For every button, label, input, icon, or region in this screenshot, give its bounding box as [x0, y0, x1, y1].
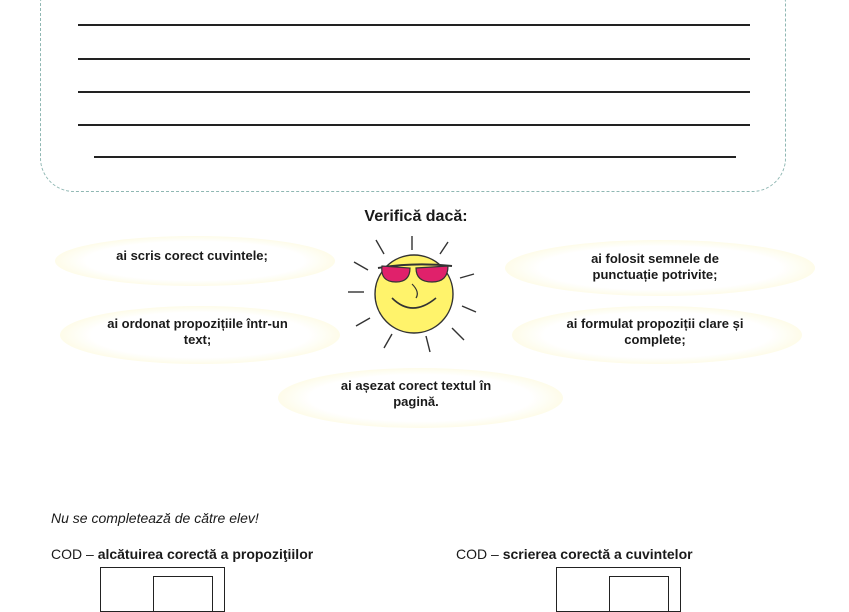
- writing-area: [40, 0, 786, 192]
- writing-line: [78, 24, 750, 26]
- writing-line: [78, 91, 750, 93]
- teacher-note: Nu se completează de către elev!: [51, 510, 259, 526]
- check-item-words: ai scris corect cuvintele;: [116, 248, 268, 263]
- cod-words-text: scrierea corectă a cuvintelor: [502, 546, 693, 562]
- grade-box-sentences-inner: [153, 576, 213, 612]
- writing-line: [78, 58, 750, 60]
- check-item-punctuation: ai folosit semnele de punctuație potrivite;: [591, 251, 719, 282]
- cod-sentences-text: alcătuirea corectă a propoziţiilor: [97, 546, 314, 562]
- grade-box-words-inner: [609, 576, 669, 612]
- writing-line: [78, 124, 750, 126]
- check-item-order: ai ordonat propozițiile într-un text;: [107, 316, 288, 347]
- cod-prefix: COD –: [51, 546, 94, 562]
- cod-sentences-label: [51, 546, 313, 562]
- check-item-layout: ai așezat corect textul în pagină.: [340, 378, 492, 409]
- cod-prefix: COD –: [456, 546, 499, 562]
- cod-words-label: [456, 546, 693, 562]
- check-title: Verifică dacă:: [364, 208, 468, 225]
- writing-line: [94, 156, 736, 158]
- check-item-sentences: ai formulat propoziții clare și complete;: [566, 316, 744, 347]
- sun-icon: [340, 232, 480, 357]
